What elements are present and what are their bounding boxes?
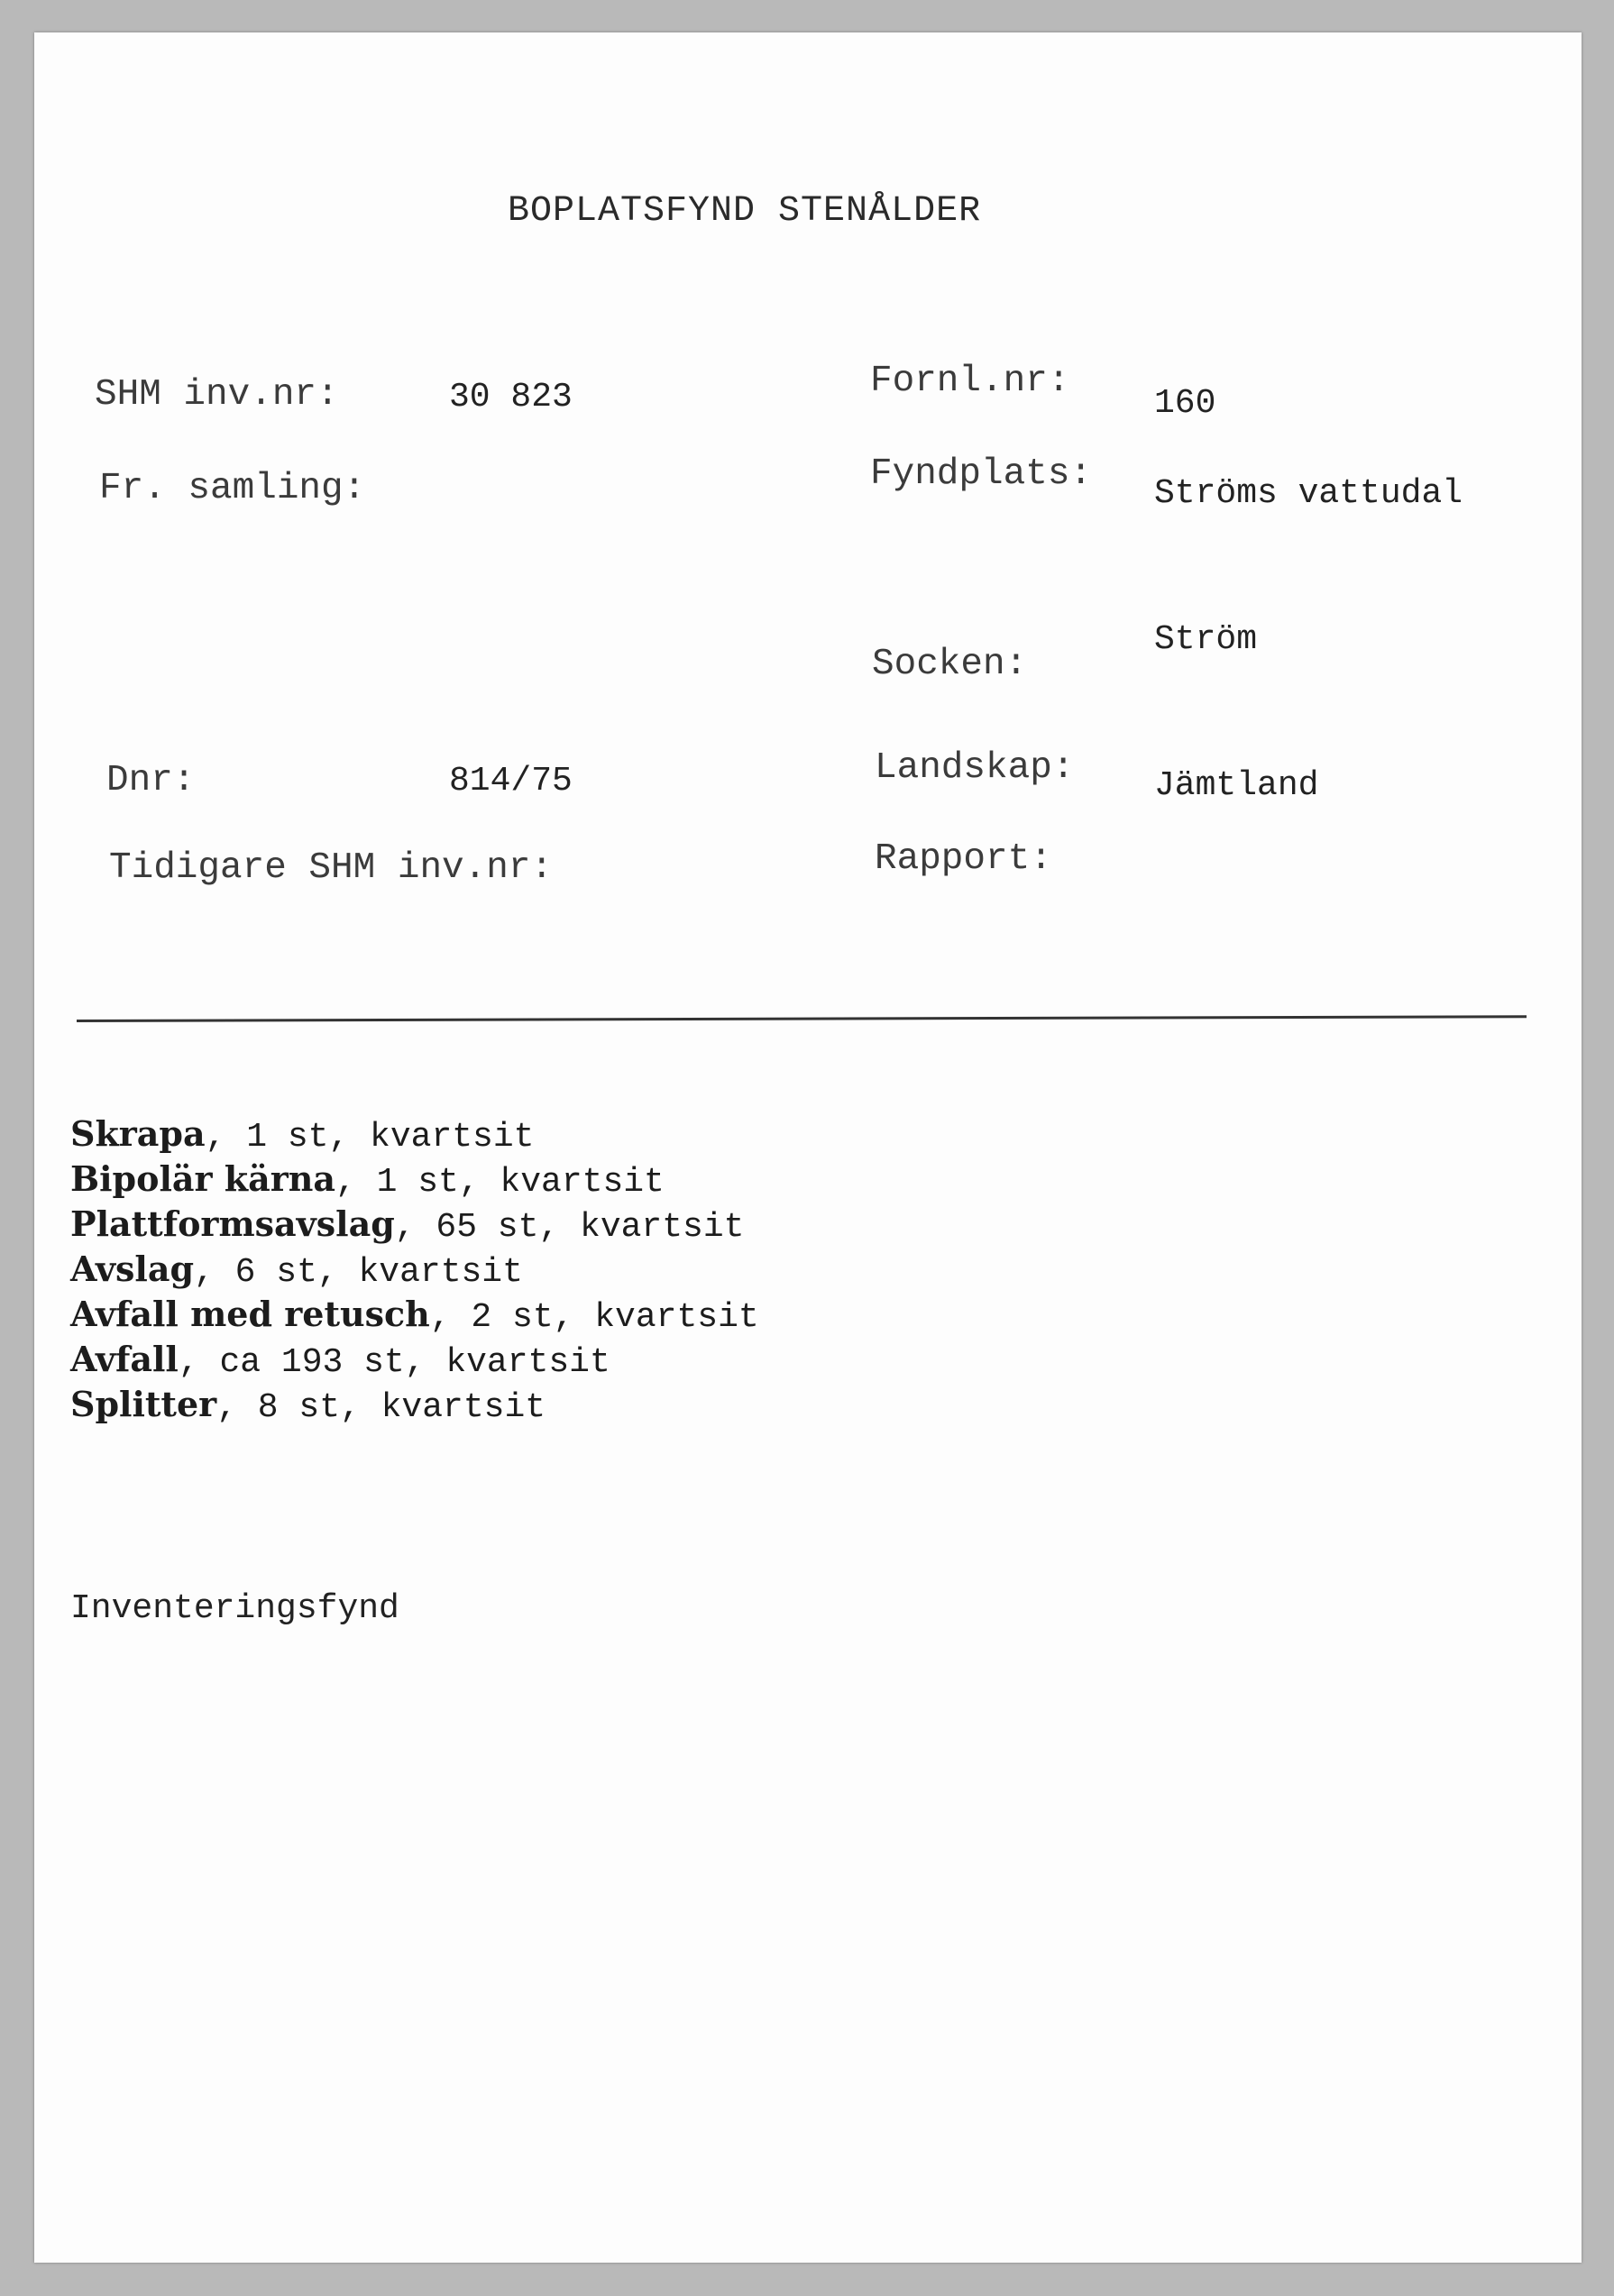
find-item xyxy=(70,1202,759,1247)
fyndplats-label: Fyndplats: xyxy=(870,453,1093,495)
find-detail: , ca 193 st, kvartsit xyxy=(178,1343,610,1382)
fyndplats-value: Ströms vattudal xyxy=(1154,474,1463,513)
fr-samling-label: Fr. samling: xyxy=(99,468,366,509)
find-item xyxy=(70,1157,759,1202)
tidigare-shm-label: Tidigare SHM inv.nr: xyxy=(109,847,554,889)
socken-label: Socken: xyxy=(872,644,1028,685)
find-name: Avfall xyxy=(70,1339,179,1379)
socken-value: Ström xyxy=(1154,620,1258,659)
find-name: Plattformsavslag xyxy=(70,1203,395,1244)
find-detail: , 1 st, kvartsit xyxy=(205,1118,535,1157)
finds-list xyxy=(70,1111,759,1427)
shm-inv-value: 30 823 xyxy=(449,378,573,416)
find-name: Splitter xyxy=(70,1384,217,1424)
find-detail: , 8 st, kvartsit xyxy=(216,1388,546,1427)
document-title: BOPLATSFYND STENÅLDER xyxy=(508,191,982,232)
find-name: Bipolär kärna xyxy=(70,1158,335,1199)
find-item xyxy=(70,1111,759,1157)
find-detail: , 2 st, kvartsit xyxy=(429,1298,759,1337)
find-item xyxy=(70,1292,759,1337)
find-detail: , 6 st, kvartsit xyxy=(194,1253,523,1292)
fornl-label: Fornl.nr: xyxy=(870,361,1070,402)
find-name: Avslag xyxy=(70,1249,195,1289)
find-detail: , 65 st, kvartsit xyxy=(394,1208,745,1247)
find-item xyxy=(70,1247,759,1292)
find-name: Avfall med retusch xyxy=(70,1294,430,1334)
landskap-label: Landskap: xyxy=(875,747,1075,789)
shm-inv-label: SHM inv.nr: xyxy=(95,374,339,416)
fornl-value: 160 xyxy=(1154,384,1216,423)
find-item xyxy=(70,1382,759,1427)
dnr-value: 814/75 xyxy=(449,762,573,800)
find-name: Skrapa xyxy=(70,1113,206,1154)
inventory-note: Inventeringsfynd xyxy=(70,1589,399,1628)
dnr-label: Dnr: xyxy=(106,760,196,801)
rapport-label: Rapport: xyxy=(875,838,1052,880)
landskap-value: Jämtland xyxy=(1154,766,1319,805)
find-item xyxy=(70,1337,759,1382)
find-detail: , 1 st, kvartsit xyxy=(335,1163,665,1202)
